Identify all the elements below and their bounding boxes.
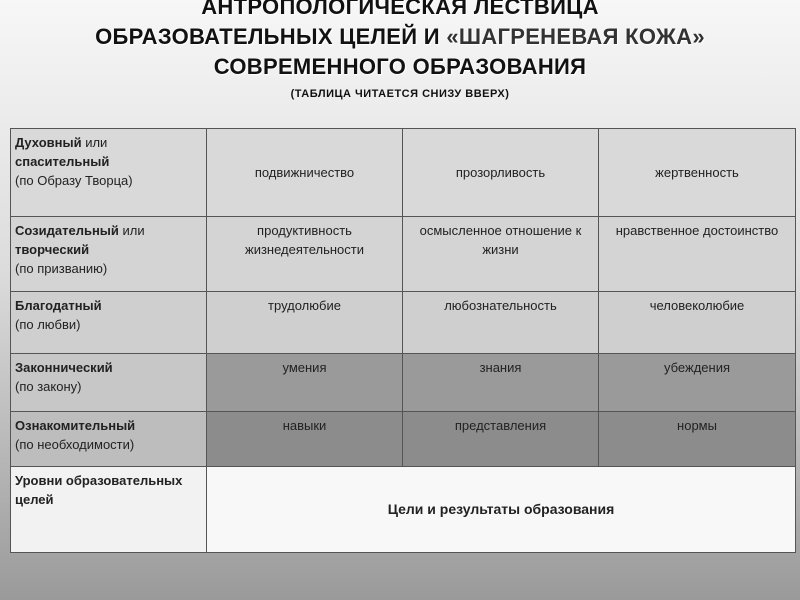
level-name-line2: творческий xyxy=(15,242,90,257)
table-row-introductory xyxy=(11,412,796,467)
table-cell: продуктивность жизнедеятельности xyxy=(207,217,403,292)
table-cell: подвижничество xyxy=(207,129,403,217)
level-basis: (по закону) xyxy=(15,379,82,394)
slide-subtitle: (ТАБЛИЦА ЧИТАЕТСЯ СНИЗУ ВВЕРХ) xyxy=(290,88,510,100)
level-cell xyxy=(11,354,207,412)
level-name: Ознакомительный xyxy=(15,418,136,433)
table-cell: убеждения xyxy=(599,354,796,412)
level-cell xyxy=(11,129,207,217)
level-name: Законнический xyxy=(15,360,113,375)
title-line-2-part-a: ОБРАЗОВАТЕЛЬНЫХ ЦЕЛЕЙ И xyxy=(95,24,447,49)
table-row-creative xyxy=(11,217,796,292)
table-cell: нормы xyxy=(599,412,796,467)
table-cell: прозорливость xyxy=(403,129,599,217)
table-cell: жертвенность xyxy=(599,129,796,217)
levels-label: Уровни образовательных целей xyxy=(15,473,183,507)
table-cell: навыки xyxy=(207,412,403,467)
table-cell: нравственное достоинство xyxy=(599,217,796,292)
slide-title xyxy=(0,0,800,82)
level-name-rest: или xyxy=(118,223,145,238)
table-cell: любознательность xyxy=(403,292,599,354)
title-line-3: СОВРЕМЕННОГО ОБРАЗОВАНИЯ xyxy=(213,54,587,79)
goals-table xyxy=(10,128,796,553)
table-cell: человеколюбие xyxy=(599,292,796,354)
table-row-legal xyxy=(11,354,796,412)
table-cell: знания xyxy=(403,354,599,412)
title-line-2-part-b: «ШАГРЕНЕВАЯ КОЖА» xyxy=(446,24,705,49)
level-name: Благодатный xyxy=(15,298,102,313)
level-name: Созидательный xyxy=(15,223,119,238)
level-cell xyxy=(11,292,207,354)
table-row-levels-header xyxy=(11,467,796,553)
title-line-1: АНТРОПОЛОГИЧЕСКАЯ ЛЕСТВИЦА xyxy=(201,0,599,19)
table-row-spiritual xyxy=(11,129,796,217)
goals-label-cell: Цели и результаты образования xyxy=(207,467,796,553)
table-cell: трудолюбие xyxy=(207,292,403,354)
level-name: Духовный xyxy=(15,135,82,150)
levels-label-cell xyxy=(11,467,207,553)
table-cell: представления xyxy=(403,412,599,467)
title-line-2 xyxy=(0,22,800,52)
table-cell: умения xyxy=(207,354,403,412)
level-name-rest: или xyxy=(81,135,108,150)
level-cell xyxy=(11,217,207,292)
table-cell: осмысленное отношение к жизни xyxy=(403,217,599,292)
table-row-grace xyxy=(11,292,796,354)
level-basis: (по призванию) xyxy=(15,261,108,276)
level-basis: (по Образу Творца) xyxy=(15,173,133,188)
level-basis: (по необходимости) xyxy=(15,437,135,452)
level-basis: (по любви) xyxy=(15,317,81,332)
level-name-line2: спасительный xyxy=(15,154,110,169)
level-cell xyxy=(11,412,207,467)
